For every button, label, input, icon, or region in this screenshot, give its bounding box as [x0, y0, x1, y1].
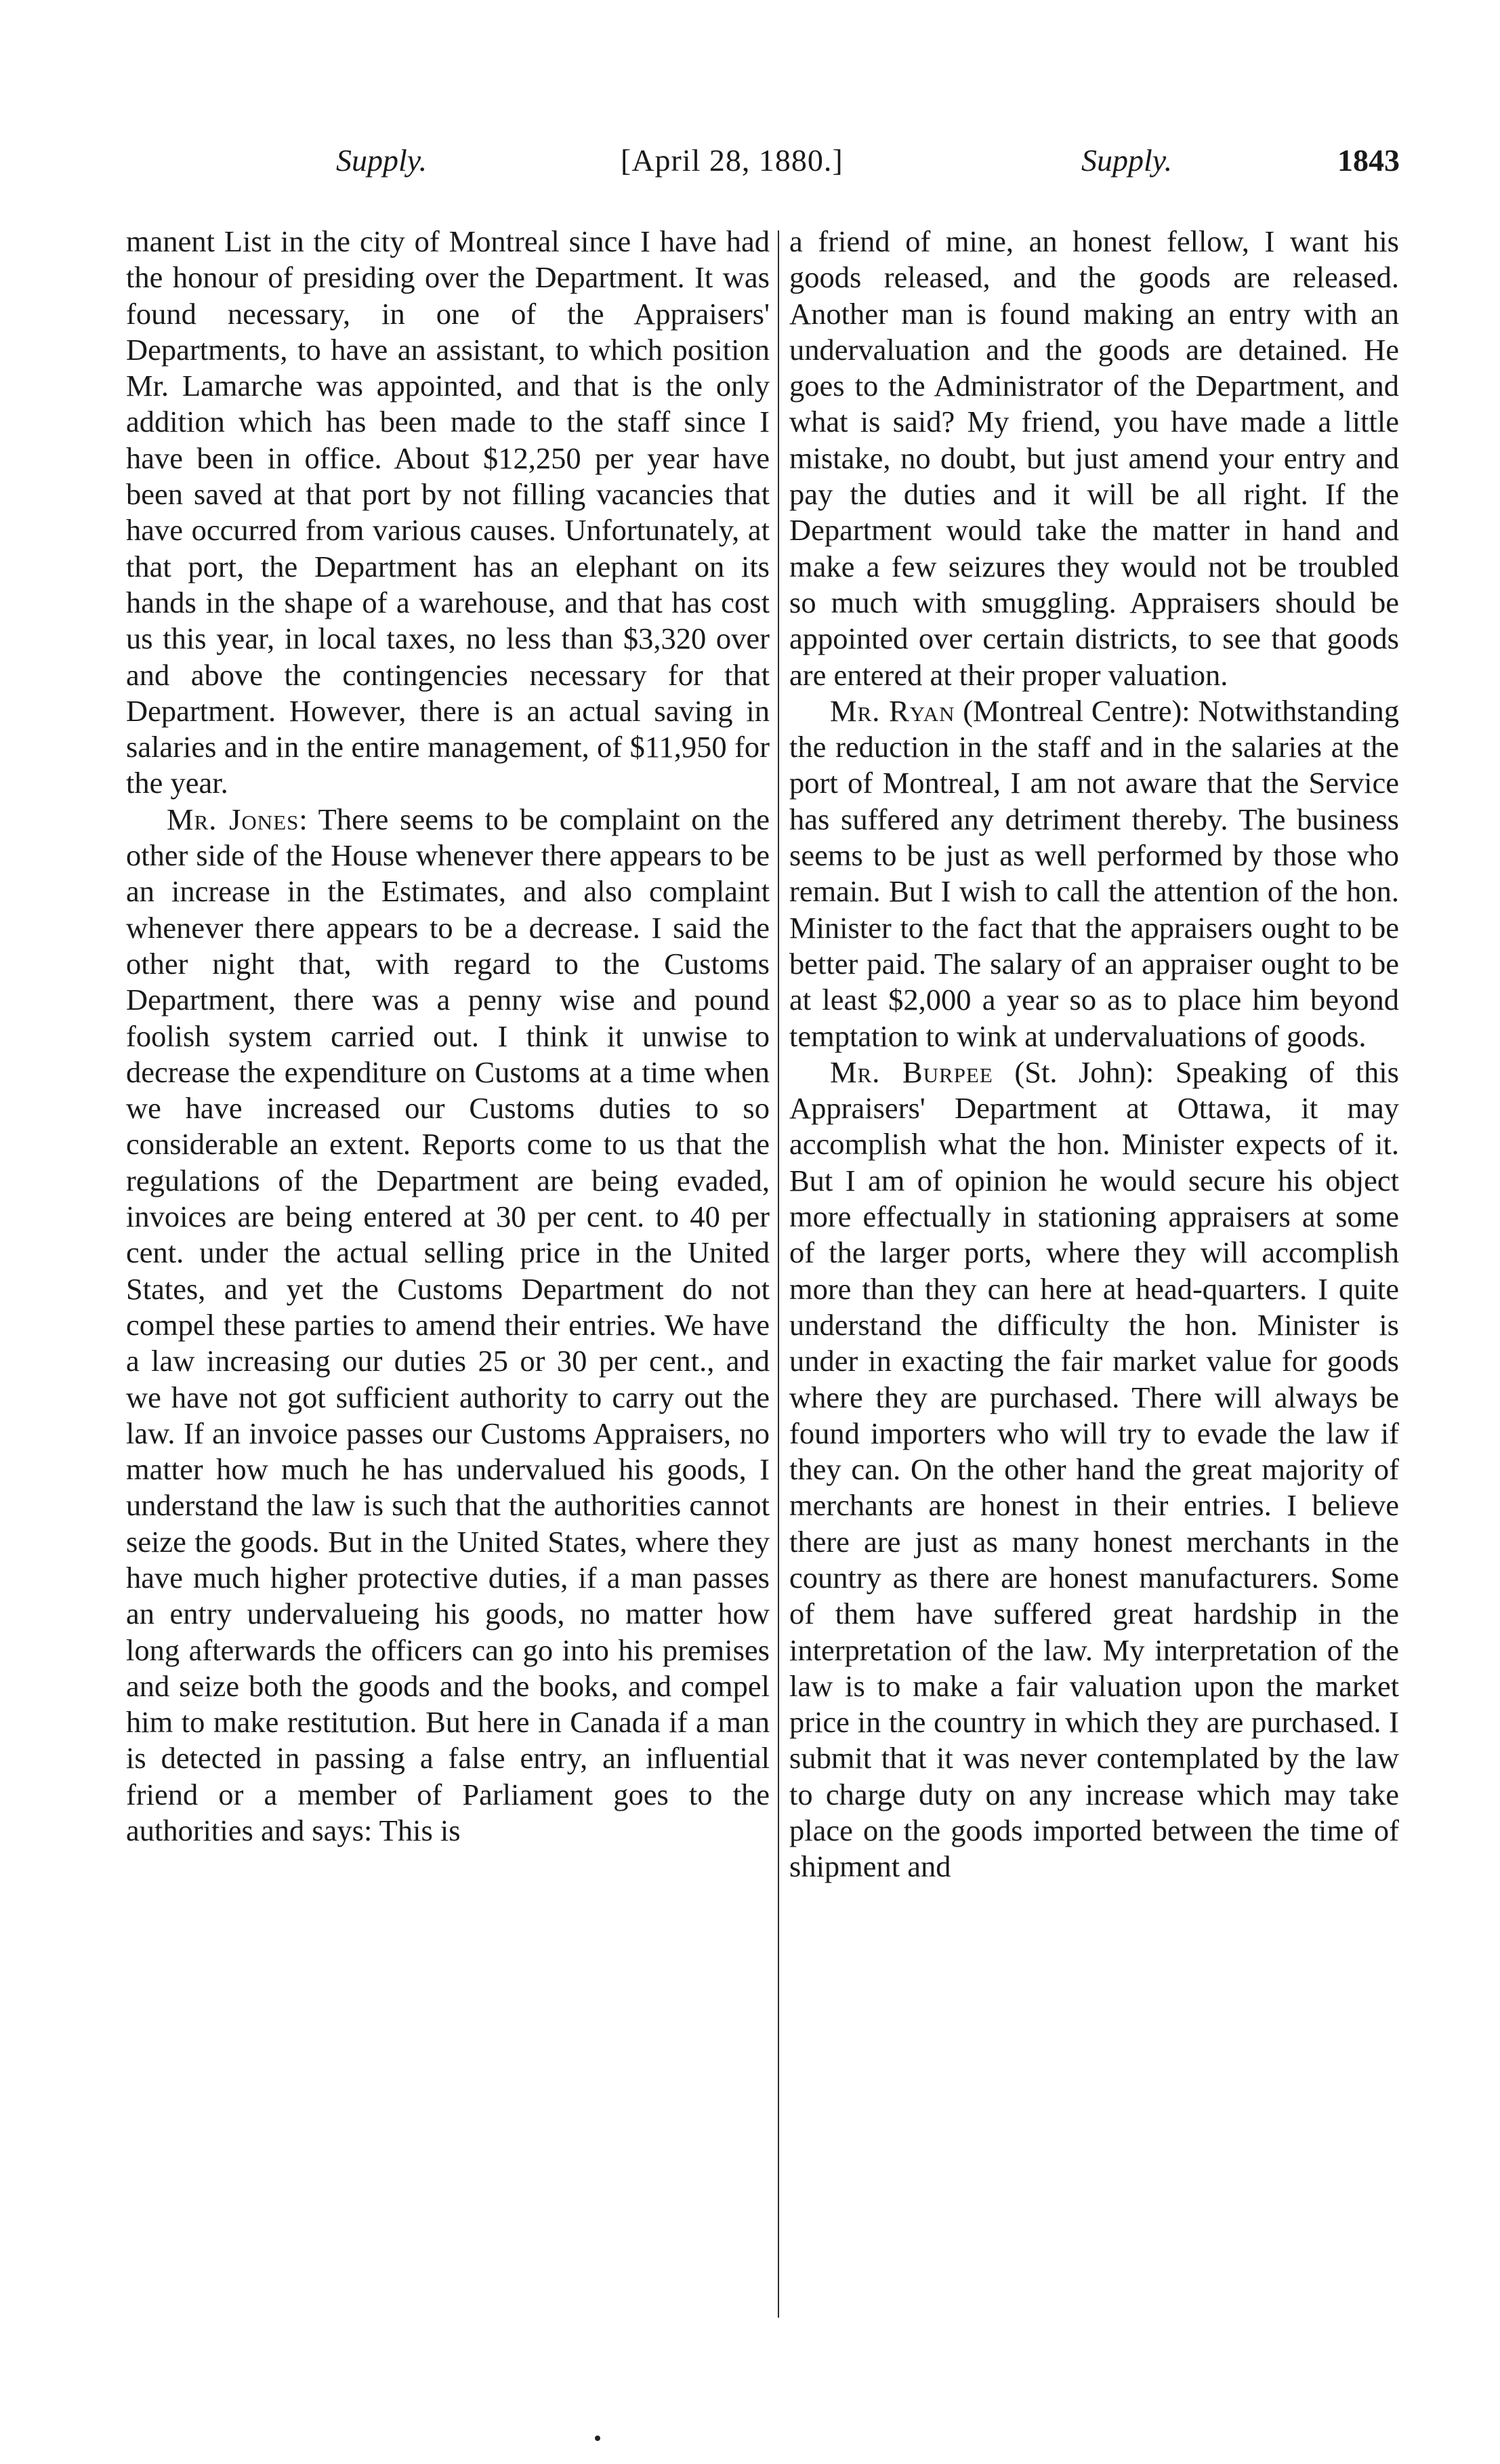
speaker-name: Mr. Burpee	[830, 1054, 993, 1089]
paragraph-text: : There seems to be complaint on the other side of the House whenever there appears to be an increase in the Estimates, and also complaint whenever there appears to be a decrease. I said the other night that, with regard to the Customs Department, there was a penny wise and pound foolish system carried out. I think it unwise to decrease the expenditure on Customs at a time when we have increased our Customs duties to so considerable an extent. Reports come to us that the regulations of the Department are being evaded, invoices are being entered at 30 per cent. to 40 per cent. under the actual selling price in the United States, and yet the Customs Department do not compel these parties to amend their entries. We have a law increasing our duties 25 or 30 per cent., and we have not got sufficient authority to carry out the law. If an invoice passes our Customs Appraisers, no matter how much he has undervalued his goods, I understand the law is such that the authorities cannot seize the goods. But in the United States, where they have much higher protective duties, if a man passes an entry undervalueing his goods, no matter how long afterwards the officers can go into his premises and seize both the goods and the books, and compel him to make restitution. But here in Canada if a man is detected in passing a false entry, an influential friend or a member of Parliament goes to the authorities and says: This is	[126, 802, 770, 1848]
header-left-title: Supply.	[336, 143, 428, 178]
paragraph	[789, 693, 1399, 1054]
ink-dot	[595, 2436, 600, 2441]
paragraph: manent List in the city of Montreal since I have had the honour of presiding over the Department. It was found necessary, in one of the Appraisers' Departments, to have an assistant, to which position Mr. Lamarche was appointed, and that is the only addition which has been made to the staff since I have been in office. About $12,250 per year have been saved at that port by not filling vacancies that have occurred from various causes. Unfortunately, at that port, the Department has an elephant on its hands in the shape of a warehouse, and that has cost us this year, in local taxes, no less than $3,320 over and above the contingencies necessary for that Department. However, there is an actual saving in salaries and in the entire management, of $11,950 for the year.	[126, 224, 770, 800]
paragraph: a friend of mine, an honest fellow, I want his goods released, and the goods are released. Another man is found making an entry with an undervaluation and the goods are detained. He goes to the Administrator of the Department, and what is said? My friend, you have made a little mistake, no doubt, but just amend your entry and pay the duties and it will be all right. If the Department would take the matter in hand and make a few seizures they would not be troubled so much with smuggling. Appraisers should be appointed over certain districts, to see that goods are entered at their proper valuation.	[789, 224, 1399, 692]
paragraph-text: (St. John): Speaking of this Appraisers' Department at Ottawa, it may accomplish what the hon. Minister expects of it. But I am of opinion he would secure his object more effectually in stationing appraisers at some of the larger ports, where they will accomplish more than they can here at head-quarters. I quite understand the difficulty the hon. Minister is under in exacting the fair market value for goods where they are purchased. There will always be found importers who will try to evade the law if they can. On the other hand the great majority of merchants are honest in their entries. I believe there are just as many honest merchants in the country as there are honest manufacturers. Some of them have suffered great hardship in the interpretation of the law. My interpretation of the law is to make a fair valuation upon the market price in the country in which they are purchased. I submit that it was never contemplated by the law to charge duty on any increase which may take place on the goods imported between the time of shipment and	[789, 1054, 1399, 1884]
speaker-name: Mr. Jones	[167, 802, 299, 836]
paragraph	[126, 802, 770, 1849]
column-divider	[778, 230, 779, 2318]
speaker-name: Mr. Ryan	[830, 693, 955, 728]
paragraph	[789, 1054, 1399, 1885]
running-header	[126, 142, 1400, 190]
left-column	[126, 224, 770, 1849]
page-number: 1843	[1337, 143, 1400, 178]
paragraph-text: (Montreal Centre): Notwithstanding the reduction in the staff and in the salaries at the port of Montreal, I am not aware that the Service has suffered any detriment thereby. The business seems to be just as well performed by those who remain. But I wish to call the attention of the hon. Minister to the fact that the appraisers ought to be better paid. The salary of an appraiser ought to be at least $2,000 a year so as to place him beyond temptation to wink at undervaluations of goods.	[789, 693, 1399, 1053]
right-column	[789, 224, 1399, 1885]
header-date: [April 28, 1880.]	[621, 143, 843, 178]
header-right-title: Supply.	[1081, 143, 1173, 178]
